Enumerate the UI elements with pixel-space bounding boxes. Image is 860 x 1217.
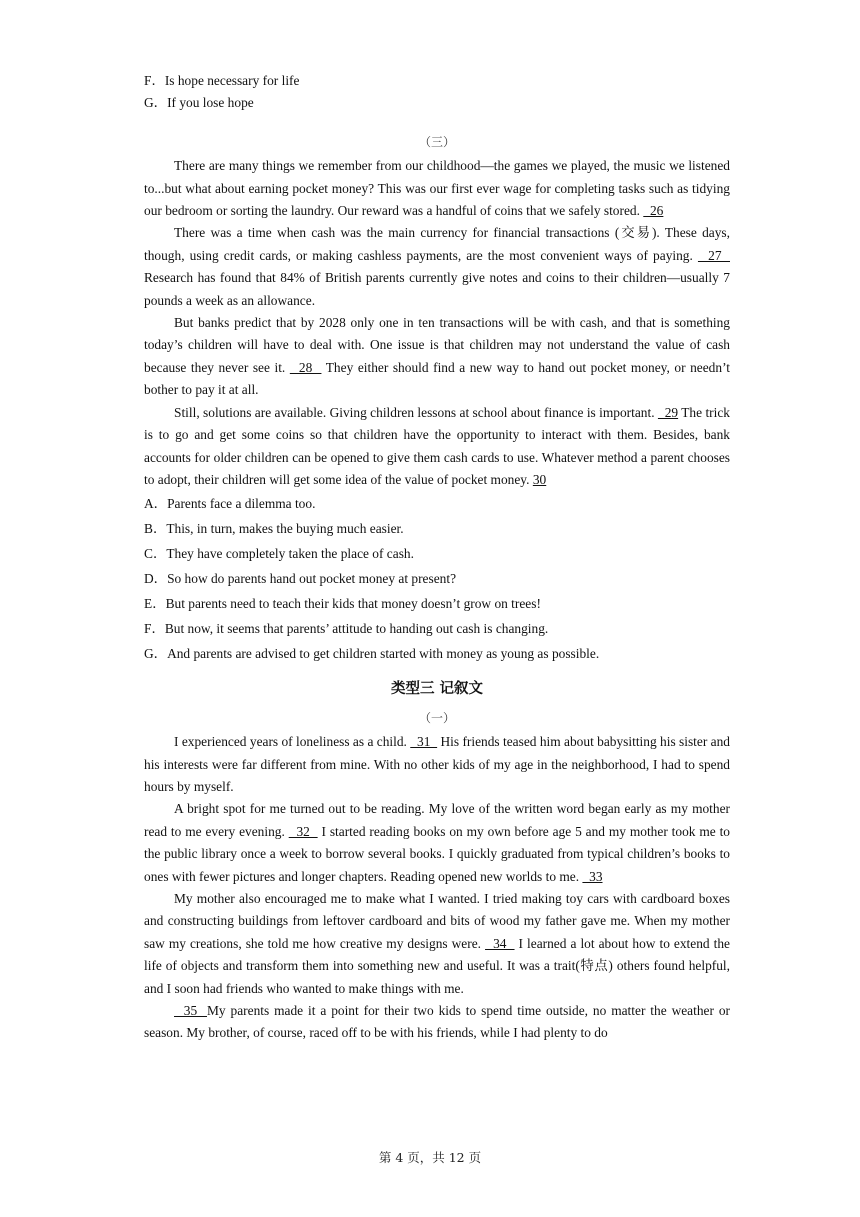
paragraph xyxy=(144,888,730,1000)
paragraph-text: The trick is to go and get some coins so that children have the opportunity to interact with them. Besides, bank accounts for older children can be opened to give them cash cards to use. Whatever method a parent chooses to adopt, their children will get some idea of the value of pocket money. xyxy=(144,404,730,487)
option-letter: G xyxy=(144,646,154,662)
document-page xyxy=(144,70,730,1045)
page-footer: 第 4 页，共 12 页 xyxy=(378,1150,482,1165)
answer-blank: 33 xyxy=(582,868,603,884)
paragraph xyxy=(144,1000,730,1045)
paragraph-text: Research has found that 84% of British parents currently give notes and coins to their children—usually 7 pounds a week as an allowance. xyxy=(144,270,730,308)
option-text: But now, it seems that parents’ attitude to handing out cash is changing. xyxy=(164,621,549,637)
paragraph-text: I started reading books on my own before age 5 and my mother took me to the public library once a week to borrow several books. I quickly graduated from typical children’s books to ones with fewer pictures and longer chapters. Reading opened new worlds to me. xyxy=(144,823,731,884)
paragraph xyxy=(144,155,730,222)
paragraph xyxy=(144,798,730,888)
paragraph-text: I learned a lot about how to extend the life of objects and transform them into something new and useful. It was a trait(特点) others found helpful, and I soon had friends who wanted to make things with me. xyxy=(144,935,730,996)
paragraph xyxy=(144,731,730,798)
paragraph-text: Still, solutions are available. Giving children lessons at school about finance is important. xyxy=(174,404,658,420)
answer-blank: 27 xyxy=(697,247,730,263)
option-letter: C xyxy=(144,546,153,562)
paragraph xyxy=(144,312,730,402)
option-g: G．If you lose hope xyxy=(144,95,254,111)
option-text: If you lose hope xyxy=(167,95,254,111)
section-3-options xyxy=(144,491,730,666)
paragraph-text: There are many things we remember from our childhood—the games we played, the music we listened to...but what about earning pocket money? This was our first ever wage for completing tasks such as tidying our bedroom or sorting the laundry. Our reward was a handful of coins that we safely stored. xyxy=(144,158,730,219)
paragraph-text: I experienced years of loneliness as a child. xyxy=(174,734,411,750)
answer-blank: 34 xyxy=(485,935,515,951)
option-letter: A xyxy=(144,496,154,512)
answer-blank: 32 xyxy=(288,823,318,839)
answer-blank: 26 xyxy=(643,203,664,219)
section-3-passage xyxy=(144,155,730,491)
section-3-label: （三） xyxy=(418,134,455,149)
option-text: Parents face a dilemma too. xyxy=(167,496,316,512)
paragraph-text: They either should find a new way to hand out pocket money, or needn’t bother to pay it at all. xyxy=(144,359,731,398)
option-letter: B xyxy=(144,521,153,537)
option-c: C．They have completely taken the place of cash. xyxy=(144,546,414,562)
option-letter: E xyxy=(144,596,153,612)
option-letter: F xyxy=(144,621,152,637)
answer-blank: 29 xyxy=(657,404,679,420)
option-text: And parents are advised to get children started with money as young as possible. xyxy=(167,646,600,662)
option-g: G．And parents are advised to get children started with money as young as possible. xyxy=(144,646,600,662)
paragraph-text: My parents made it a point for their two kids to spend time outside, no matter the weather or season. My brother, of course, raced off to be with his friends, while I had plenty to do xyxy=(144,1003,731,1041)
paragraph-text: A bright spot for me turned out to be reading. My love of the written word began early as my mother read to me every evening. xyxy=(144,801,730,839)
paragraph-text: My mother also encouraged me to make what I wanted. I tried making toy cars with cardboard boxes and constructing buildings from leftover cardboard and bits of wood my father gave me. When my mother saw my creations, she told me how creative my designs were. xyxy=(144,890,730,951)
option-d: D．So how do parents hand out pocket money at present? xyxy=(144,571,457,587)
paragraph-text: His friends teased him about babysitting his sister and his interests were far different from mine. With no other kids of my age in the neighborhood, I had to spend hours by myself. xyxy=(144,734,730,794)
option-text: They have completely taken the place of cash. xyxy=(166,546,414,562)
paragraph xyxy=(144,222,730,312)
type-3-section-1-label: （一） xyxy=(418,710,455,725)
option-a: A．Parents face a dilemma too. xyxy=(144,496,316,512)
paragraph-text: But banks predict that by 2028 only one in ten transactions will be with cash, and that is something today’s children will have to deal with. One issue is that children may not understand the value of cash because they never see it. xyxy=(144,315,730,375)
type-3-passage xyxy=(144,731,730,1045)
option-text: This, in turn, makes the buying much easier. xyxy=(166,521,404,537)
answer-blank: 28 xyxy=(289,359,322,375)
option-text: Is hope necessary for life xyxy=(164,73,300,88)
option-b: B．This, in turn, makes the buying much easier. xyxy=(144,521,404,537)
paragraph-text: There was a time when cash was the main currency for financial transactions (交易). These days, though, using credit cards, or making cashless payments, are the most convenient ways of paying. xyxy=(144,225,730,263)
type-3-heading: 类型三 记叙文 xyxy=(390,681,484,698)
option-text: So how do parents hand out pocket money at present? xyxy=(167,571,457,587)
option-f: F．But now, it seems that parents’ attitude to handing out cash is changing. xyxy=(144,621,549,637)
option-e: E．But parents need to teach their kids that money doesn’t grow on trees! xyxy=(144,596,541,612)
option-letter: G xyxy=(144,95,154,111)
top-options-list xyxy=(144,70,730,115)
option-f: F．Is hope necessary for life xyxy=(144,73,300,88)
option-text: But parents need to teach their kids that money doesn’t grow on trees! xyxy=(165,596,541,612)
answer-blank: 30 xyxy=(532,471,547,487)
answer-blank: 31 xyxy=(410,734,438,750)
option-letter: D xyxy=(144,571,154,587)
answer-blank: 35 xyxy=(174,1003,208,1018)
option-letter: F xyxy=(144,73,152,88)
paragraph xyxy=(144,402,730,492)
